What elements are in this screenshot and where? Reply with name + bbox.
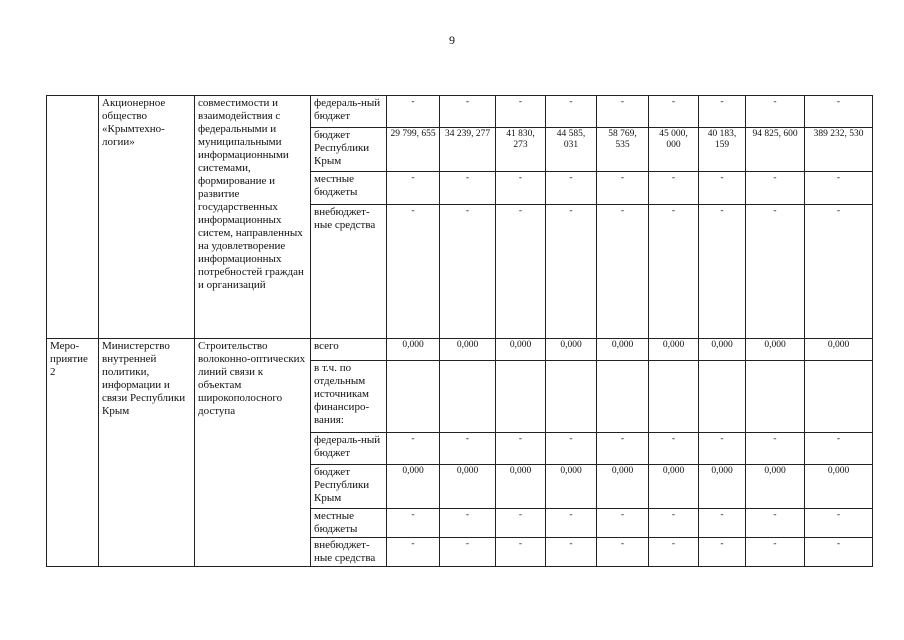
funding-source-cell: внебюджет-ные средства [311,205,387,339]
value-cell: - [649,433,699,465]
value-cell: - [649,96,699,128]
value-cell: - [546,538,597,567]
value-cell: - [699,433,746,465]
executor-cell: Акционерное общество «Крымтехно-логии» [99,96,195,339]
value-cell [699,361,746,433]
value-cell: - [387,172,440,205]
description-cell: совместимости и взаимодействия с федеральными и муниципальными информационными системами, формирование и развитие государственных информационных систем, направленных на удовлетворение информационных потребностей граждан и организаций [195,96,311,339]
value-cell: - [496,205,546,339]
value-cell: - [387,96,440,128]
table-row [47,96,873,128]
value-cell: 94 825, 600 [746,128,805,172]
value-cell [746,361,805,433]
value-cell: 58 769, 535 [597,128,649,172]
value-cell: - [699,96,746,128]
value-cell: 0,000 [440,465,496,509]
value-cell: - [496,172,546,205]
value-cell: - [699,205,746,339]
funding-source-cell: местные бюджеты [311,172,387,205]
value-cell: - [546,172,597,205]
value-cell: 0,000 [649,339,699,361]
value-cell: - [387,205,440,339]
funding-source-cell: бюджет Республики Крым [311,128,387,172]
value-cell: - [746,433,805,465]
value-cell: - [805,172,873,205]
value-cell: 0,000 [649,465,699,509]
table-body [47,96,873,567]
value-cell: 0,000 [440,339,496,361]
value-cell: 0,000 [546,465,597,509]
value-cell: 0,000 [387,465,440,509]
value-cell: - [699,538,746,567]
value-cell: - [597,205,649,339]
value-cell: - [699,509,746,538]
value-cell: - [805,538,873,567]
value-cell: - [496,433,546,465]
executor-cell: Министерство внутренней политики, информации и связи Республики Крым [99,339,195,567]
value-cell: - [546,205,597,339]
funding-source-cell: всего [311,339,387,361]
value-cell: 0,000 [387,339,440,361]
value-cell: 41 830, 273 [496,128,546,172]
value-cell: - [546,433,597,465]
measure-cell: Меро-приятие 2 [47,339,99,567]
value-cell [649,361,699,433]
value-cell: 44 585, 031 [546,128,597,172]
value-cell: 0,000 [699,465,746,509]
value-cell: 45 000, 000 [649,128,699,172]
value-cell [440,361,496,433]
value-cell: - [805,509,873,538]
value-cell: - [496,538,546,567]
value-cell: - [699,172,746,205]
funding-source-cell: внебюджет-ные средства [311,538,387,567]
funding-source-cell: федераль-ный бюджет [311,433,387,465]
value-cell: 0,000 [496,465,546,509]
value-cell: - [649,205,699,339]
value-cell: - [805,96,873,128]
value-cell: 34 239, 277 [440,128,496,172]
value-cell: - [546,96,597,128]
value-cell: - [746,509,805,538]
value-cell: 0,000 [746,465,805,509]
value-cell: - [496,96,546,128]
funding-source-cell: федераль-ный бюджет [311,96,387,128]
value-cell: - [746,205,805,339]
value-cell: 0,000 [496,339,546,361]
value-cell: - [440,433,496,465]
value-cell: - [597,509,649,538]
value-cell [597,361,649,433]
value-cell: - [597,172,649,205]
value-cell: - [805,205,873,339]
funding-source-cell: местные бюджеты [311,509,387,538]
value-cell: - [496,509,546,538]
value-cell: - [597,96,649,128]
measure-cell [47,96,99,339]
value-cell: 29 799, 655 [387,128,440,172]
value-cell: - [746,172,805,205]
value-cell: 0,000 [597,465,649,509]
value-cell [496,361,546,433]
value-cell [387,361,440,433]
value-cell: - [649,172,699,205]
budget-table [46,95,873,567]
funding-source-cell: в т.ч. по отдельным источникам финансиро-вания: [311,361,387,433]
value-cell: - [440,96,496,128]
value-cell: - [387,538,440,567]
value-cell: - [597,433,649,465]
value-cell: - [649,538,699,567]
value-cell: - [440,538,496,567]
value-cell: - [440,509,496,538]
description-cell: Строительство волоконно-оптических линий связи к объектам широкополосного доступа [195,339,311,567]
value-cell: - [440,205,496,339]
value-cell: 0,000 [805,339,873,361]
value-cell: - [746,538,805,567]
value-cell: 0,000 [805,465,873,509]
value-cell: 0,000 [699,339,746,361]
table-row [47,339,873,361]
value-cell: - [440,172,496,205]
value-cell: - [649,509,699,538]
value-cell [546,361,597,433]
page-number: 9 [449,33,455,47]
value-cell: - [597,538,649,567]
value-cell [805,361,873,433]
value-cell: 0,000 [597,339,649,361]
value-cell: - [805,433,873,465]
value-cell: - [546,509,597,538]
funding-source-cell: бюджет Республики Крым [311,465,387,509]
value-cell: 0,000 [546,339,597,361]
value-cell: 40 183, 159 [699,128,746,172]
value-cell: - [387,509,440,538]
value-cell: - [387,433,440,465]
value-cell: 0,000 [746,339,805,361]
value-cell: - [746,96,805,128]
value-cell: 389 232, 530 [805,128,873,172]
